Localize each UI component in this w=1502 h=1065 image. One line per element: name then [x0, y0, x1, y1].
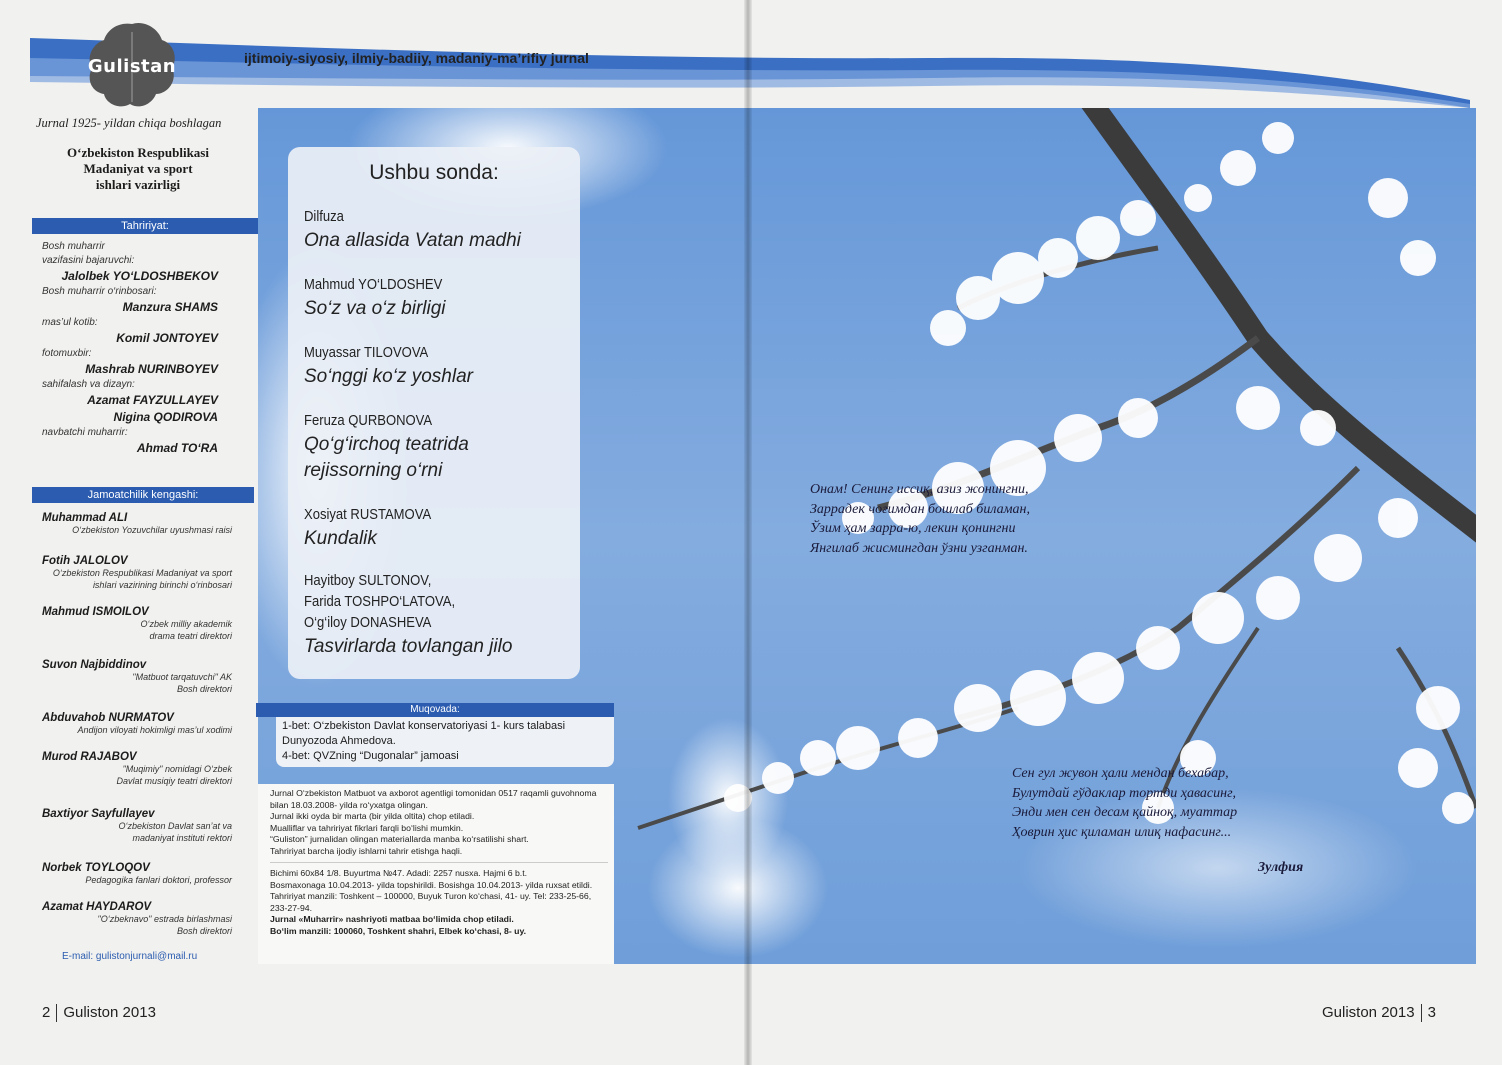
council-member: Fotih JALOLOV O‘zbekiston Respublikasi Madaniyat va sport ishlari vazirining birinchi o‘rinbosari: [42, 555, 232, 590]
imprint-block: Jurnal O‘zbekiston Matbuot va axborot agentligi tomonidan 0517 raqamli guvohnoma bilan 18.03.2008- yilda ro‘yxatga olingan. Jurnal ikki oyda bir marta (bir yilda oltita) chop etiladi. Mualliflar va tahririyat fikrlari farqli bo‘lishi mumkin. “Guliston” jurnalidan olingan materiallarda manba ko‘rsatilishi shart. Tahririyat barcha ijodiy ishlarni tahrir etishga haqli. Bichimi 60x84 1/8. Buyurtma №47. Adadi: 2257 nusxa. Hajmi 6 b.t. Bosmaxonaga 10.04.2013- yilda topshirildi. Bosishga 10.04.2013- yilda ruxsat etildi. Tahririyat manzili: Toshkent – 100000, Buyuk Turon ko‘chasi, 41- uy. Tel: 233-25-66, 233-27-94. Jurnal «Muharrir» nashriyoti matbaa bo‘limida chop etiladi. Bo‘lim manzili: 100060, Toshkent shahri, Elbek ko‘chasi, 8- uy.: [258, 784, 614, 964]
page-gutter: [744, 0, 752, 1065]
logo-text: Gulistan: [87, 56, 177, 77]
cover-heading: Muqovada:: [256, 703, 614, 717]
contents-entry[interactable]: Xosiyat RUSTAMOVA Kundalik: [304, 507, 432, 549]
council-member: Azamat HAYDAROV "O‘zbeknavo" estrada birlashmasi Bosh direktori: [42, 901, 232, 936]
council-member: Suvon Najbiddinov "Matbuot tarqatuvchi" AK Bosh direktori: [42, 659, 232, 694]
contents-card: [288, 147, 580, 679]
cover-note: [256, 703, 614, 767]
contents-entry[interactable]: Feruza QURBONOVA Qo‘g‘irchoq teatrida rejissorning o‘rni: [304, 413, 469, 481]
poem-author: Зулфия: [1258, 860, 1304, 875]
contents-entry[interactable]: Dilfuza Ona allasida Vatan madhi: [304, 209, 521, 251]
contents-entry[interactable]: Hayitboy SULTONOV, Farida TOSHPO‘LATOVA, O‘g‘iloy DONASHEVA Tasvirlarda tovlangan jilo: [304, 573, 513, 657]
council-member: Abduvahob NURMATOV Andijon viloyati hokimligi mas’ul xodimi: [42, 712, 232, 735]
cover-text: 1-bet: O‘zbekiston Davlat konservatoriyasi 1- kurs talabasi Dunyozoda Ahmedova. 4-bet: QVZning “Dugonalar” jamoasi: [276, 717, 614, 767]
council-member: Norbek TOYLOQOV Pedagogika fanlari doktori, professor: [42, 862, 232, 885]
contents-title: Ushbu sonda:: [369, 161, 499, 184]
editorial-list: Bosh muharrir vazifasini bajaruvchi: Jalolbek YO‘LDOSHBEKOV Bosh muharrir o‘rinbosari: Manzura SHAMS mas’ul kotib: Komil JONTOYEV fotomuxbir: Mashrab NURINBOYEV sahifalash va dizayn: Azamat FAYZULLAYEV Nigina QODIROVA navbatchi muharrir: Ahmad TO‘RA: [42, 241, 218, 455]
right-page-folio: Guliston 2013 3: [1322, 1004, 1436, 1021]
poem-stanza: Онам! Сенинг иссиқ, азиз жонингни, Заррадек чоғимдан бошлаб биламан, Ўзим ҳам зарра-ю, лекин қонингни Янгилаб жисмингдан ўзни узганман.: [810, 482, 1030, 556]
ministry-name: O‘zbekiston Respublikasi Madaniyat va sport ishlari vazirligi: [67, 145, 209, 192]
council-heading: Jamoatchilik kengashi:: [32, 487, 254, 503]
poem-stanza: Сен гул жувон ҳали мендан бехабар, Булутдай гўдаклар тортди ҳавасинг, Энди мен сен десам қайноқ, муаттар Ҳоврин ҳис қиламан илиқ нафасинг...: [1012, 766, 1238, 840]
council-member: Murod RAJABOV "Muqimiy" nomidagi O‘zbek Davlat musiqiy teatri direktori: [42, 751, 232, 786]
contact-email: E-mail: gulistonjurnali@mail.ru: [62, 951, 198, 962]
founded-note: Jurnal 1925- yildan chiqa boshlagan: [36, 116, 222, 130]
council-member: Muhammad ALI O‘zbekiston Yozuvchilar uyushmasi raisi: [42, 512, 232, 535]
journal-tagline: ijtimoiy-siyosiy, ilmiy-badiiy, madaniy-ma’rifiy jurnal: [244, 50, 589, 66]
contents-entry[interactable]: Mahmud YO‘LDOSHEV So‘z va o‘z birligi: [304, 277, 446, 319]
editorial-heading: Tahririyat:: [32, 218, 258, 234]
left-page-folio: 2 Guliston 2013: [42, 1004, 156, 1021]
council-member: Mahmud ISMOILOV O‘zbek milliy akademik drama teatri direktori: [42, 606, 232, 641]
contents-entry[interactable]: Muyassar TILOVOVA So‘nggi ko‘z yoshlar: [304, 345, 473, 387]
council-member: Baxtiyor Sayfullayev O‘zbekiston Davlat san’at va madaniyat instituti rektori: [42, 808, 232, 843]
